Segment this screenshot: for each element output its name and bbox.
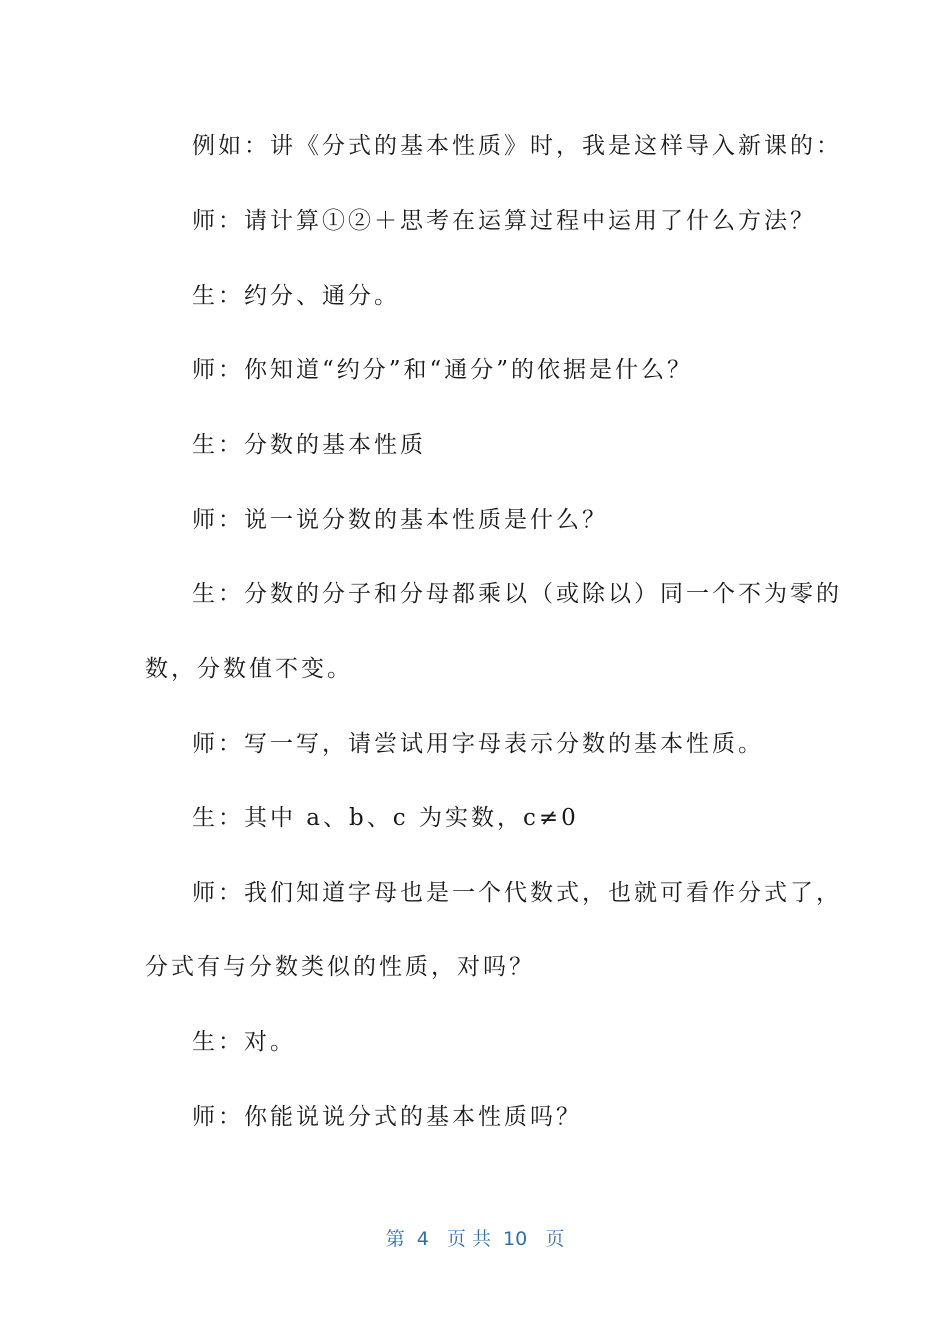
paragraph-line: 师：请计算①②＋思考在运算过程中运用了什么方法？	[192, 208, 816, 234]
paragraph-line: 师：写一写，请尝试用字母表示分数的基本性质。	[192, 731, 764, 757]
paragraph-line: 生：其中 a、b、c 为实数，c≠0	[192, 805, 579, 831]
paragraph-line: 师：你知道“约分”和“通分”的依据是什么？	[192, 357, 694, 383]
paragraph-line: 师：你能说说分式的基本性质吗？	[192, 1104, 582, 1130]
paragraph-line: 生：分数的分子和分母都乘以（或除以）同一个不为零的	[192, 581, 842, 607]
paragraph-line: 生：约分、通分。	[192, 283, 400, 309]
paragraph-line: 师：说一说分数的基本性质是什么？	[192, 507, 608, 533]
paragraph-line: 生：分数的基本性质	[192, 432, 426, 458]
paragraph-line: 师：我们知道字母也是一个代数式，也就可看作分式了，	[192, 880, 842, 906]
paragraph-line-continuation: 分式有与分数类似的性质，对吗？	[145, 954, 535, 980]
paragraph-line: 例如：讲《分式的基本性质》时，我是这样导入新课的：	[192, 133, 842, 159]
page-number-footer: 第 4 页 共 10 页	[385, 1228, 565, 1250]
paragraph-line-continuation: 数，分数值不变。	[145, 656, 353, 682]
paragraph-line: 生：对。	[192, 1029, 296, 1055]
